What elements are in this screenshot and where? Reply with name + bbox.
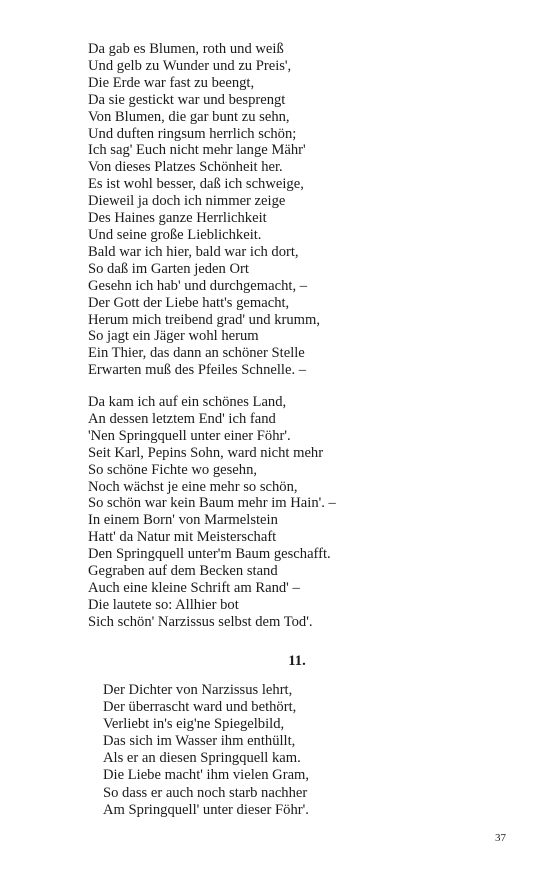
- verse-line: Noch wächst je eine mehr so schön,: [88, 478, 298, 495]
- verse-line: Der Gott der Liebe hatt's gemacht,: [88, 294, 290, 311]
- poem-stanza-3: [103, 682, 309, 819]
- verse-line: So dass er auch noch starb nachher: [103, 784, 308, 801]
- verse-line: Das sich im Wasser ihm enthüllt,: [103, 733, 296, 750]
- verse-line: Dieweil ja doch ich nimmer zeige: [88, 193, 286, 210]
- verse-line: Die lautete so: Allhier bot: [88, 596, 239, 613]
- verse-line: Hatt' da Natur mit Meisterschaft: [88, 529, 277, 546]
- verse-line: So schöne Fichte wo gesehn,: [88, 461, 258, 478]
- section-number: 11.: [288, 653, 306, 669]
- verse-line: Die Erde war fast zu beengt,: [88, 74, 255, 91]
- verse-line: Ein Thier, das dann an schöner Stelle: [88, 345, 305, 362]
- verse-line: In einem Born' von Marmelstein: [88, 512, 278, 529]
- verse-line: Gesehn ich hab' und durchgemacht, –: [88, 277, 308, 294]
- verse-line: Sich schön' Narzissus selbst dem Tod'.: [88, 613, 313, 630]
- verse-line: Gegraben auf dem Becken stand: [88, 563, 278, 580]
- verse-line: Herum mich treibend grad' und krumm,: [88, 311, 321, 328]
- verse-line: Und duften ringsum herrlich schön;: [88, 125, 297, 142]
- verse-line: Den Springquell unter'm Baum geschafft.: [88, 546, 331, 563]
- verse-line: So jagt ein Jäger wohl herum: [88, 328, 259, 345]
- verse-line: Von dieses Platzes Schönheit her.: [88, 159, 283, 176]
- verse-line: Der überrascht ward und bethört,: [103, 699, 297, 716]
- verse-line: Es ist wohl besser, daß ich schweige,: [88, 176, 304, 193]
- verse-line: 'Nen Springquell unter einer Föhr'.: [88, 427, 291, 444]
- verse-line: Als er an diesen Springquell kam.: [103, 750, 301, 767]
- verse-line: Die Liebe macht' ihm vielen Gram,: [103, 767, 310, 784]
- verse-line: Da gab es Blumen, roth und weiß: [88, 41, 284, 57]
- verse-line: Und seine große Lieblichkeit.: [88, 226, 262, 243]
- verse-line: Ich sag' Euch nicht mehr lange Mähr': [88, 142, 306, 159]
- verse-line: Am Springquell' unter dieser Föhr'.: [103, 801, 309, 818]
- verse-line: So schön war kein Baum mehr im Hain'. –: [88, 495, 336, 512]
- page-number: 37: [495, 832, 506, 844]
- verse-line: Da sie gestickt war und besprengt: [88, 91, 286, 108]
- poem-stanza-2: [88, 394, 336, 631]
- verse-line: Und gelb zu Wunder und zu Preis',: [88, 57, 292, 74]
- verse-line: Bald war ich hier, bald war ich dort,: [88, 243, 299, 260]
- verse-line: Erwarten muß des Pfeiles Schnelle. –: [88, 362, 307, 379]
- verse-line: Von Blumen, die gar bunt zu sehn,: [88, 108, 290, 125]
- verse-line: Des Haines ganze Herrlichkeit: [88, 210, 267, 227]
- verse-line: Der Dichter von Narzissus lehrt,: [103, 682, 293, 698]
- verse-line: Da kam ich auf ein schönes Land,: [88, 394, 287, 410]
- poem-stanza-1: [88, 41, 320, 379]
- verse-line: An dessen letztem End' ich fand: [88, 410, 276, 427]
- verse-line: Verliebt in's eig'ne Spiegelbild,: [103, 716, 285, 733]
- verse-line: Seit Karl, Pepins Sohn, ward nicht mehr: [88, 444, 324, 461]
- verse-line: So daß im Garten jeden Ort: [88, 260, 249, 277]
- verse-line: Auch eine kleine Schrift am Rand' –: [88, 579, 300, 596]
